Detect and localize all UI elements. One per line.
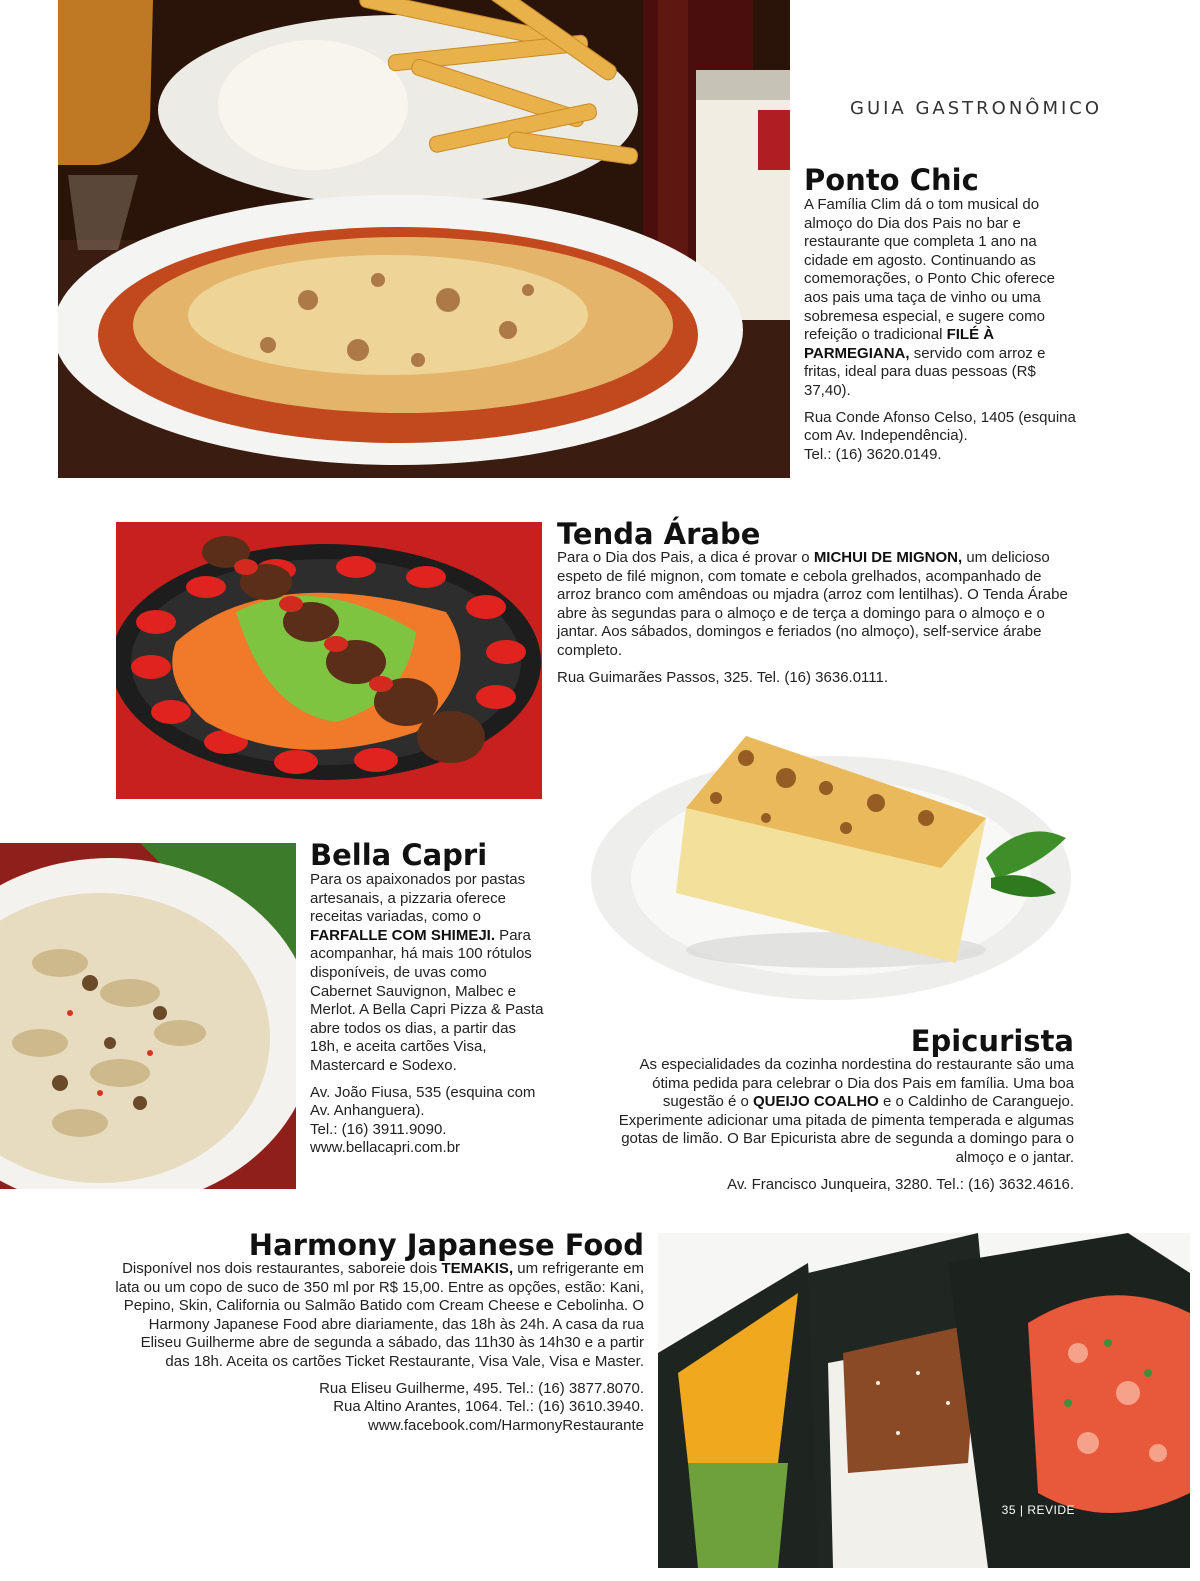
ponto-chic-desc-1: A Família Clim dá o tom musical do almoço do Dia dos Pais no bar e restaurante que completa 1 ano na cidade em agosto. Continuando as comemorações, o Ponto Chic oferece aos pais uma taça de vinho ou uma sobremesa especial, e sugere como refeição o tradicional <box>804 196 1055 344</box>
epicurista-desc-1: As especialidades da cozinha nordestina do restaurante são uma ótima pedida para celebrar o Dia dos Pais em família. Uma boa sugestão é o <box>639 1056 1074 1111</box>
harmony-address-1: Rua Eliseu Guilherme, 495. Tel.: (16) 3877.8070. <box>319 1379 644 1397</box>
epicurista-photo <box>586 718 1076 1008</box>
bella-capri-desc-1: Para os apaixonados por pastas artesanais, a pizzaria oferece receitas variadas, como o <box>310 871 526 926</box>
bella-capri-title: Bella Capri <box>310 838 488 872</box>
magazine-name: REVIDE <box>1027 1503 1075 1517</box>
tenda-arabe-dish: MICHUI DE MIGNON, <box>813 549 963 566</box>
page-footer <box>1002 1503 1075 1517</box>
bella-capri-desc-2: Para acompanhar, há mais 100 rótulos disponíveis, de uvas como Cabernet Sauvignon, Malbec e Merlot. A Bella Capri Pizza & Pasta abre todos os dias, a partir das 18h, e aceita cartões Visa, Mastercard e Sodexo. <box>310 926 544 1074</box>
epicurista-dish: QUEIJO COALHO <box>753 1093 879 1111</box>
tenda-arabe-title: Tenda Árabe <box>557 517 761 551</box>
bella-capri-description <box>310 871 546 1076</box>
ponto-chic-address: Rua Conde Afonso Celso, 1405 (esquina com Av. Independência). <box>804 408 1076 445</box>
harmony-description <box>114 1260 644 1372</box>
tenda-arabe-desc-1: Para o Dia dos Pais, a dica é provar o <box>557 549 814 566</box>
bella-capri-contact <box>310 1084 546 1158</box>
harmony-website[interactable]: www.facebook.com/HarmonyRestaurante <box>368 1416 644 1434</box>
tenda-arabe-desc-2: um delicioso espeto de filé mignon, com tomate e cebola grelhados, acompanhado de arroz branco com amêndoas ou mjadra (arroz com lentilhas). O Tenda Árabe abre às segundas para o almoço e de terça a domingo para o almoço e o jantar. Aos sábados, domingos e feriados (no almoço), self-service árabe completo. <box>557 549 1068 659</box>
ponto-chic-contact <box>804 409 1080 465</box>
ponto-chic-desc-2: servido com arroz e fritas, ideal para duas pessoas (R$ 37,40). <box>804 344 1046 399</box>
bella-capri-address: Av. João Fiusa, 535 (esquina com Av. Anhanguera). <box>310 1083 536 1120</box>
bella-capri-website[interactable]: www.bellacapri.com.br <box>310 1139 461 1157</box>
ponto-chic-dish: FILÉ À PARMEGIANA, <box>804 326 995 362</box>
ponto-chic-description <box>804 196 1080 401</box>
harmony-desc-2: um refrigerante em lata ou um copo de suco de 350 ml por R$ 15,00. Entre as opções, estão: Kani, Pepino, Skin, California ou Salmão Batido com Cream Cheese e Cebolinha. O Harmony Japanese Food abre diariamente, das 18h às 24h. A casa da rua Eliseu Guilherme abre de segunda a sábado, das 11h30 às 14h30 e a partir das 18h. Aceita os cartões Ticket Restaurante, Visa Vale, Visa e Master. <box>115 1260 644 1370</box>
bella-capri-phone: Tel.: (16) 3911.9090. <box>310 1120 447 1138</box>
page-number: 35 <box>1001 1503 1016 1517</box>
tenda-arabe-description <box>557 549 1069 661</box>
harmony-desc-1: Disponível nos dois restaurantes, saboreie dois <box>122 1260 442 1277</box>
epicurista-text <box>602 1056 1074 1202</box>
harmony-photo <box>658 1233 1190 1568</box>
harmony-dish: TEMAKIS, <box>441 1260 514 1277</box>
ponto-chic-text <box>804 196 1080 472</box>
tenda-arabe-address: Rua Guimarães Passos, 325. Tel. (16) 3636.0111. <box>557 668 889 686</box>
ponto-chic-photo <box>58 0 790 478</box>
bella-capri-dish: FARFALLE COM SHIMEJI. <box>310 926 496 944</box>
epicurista-title: Epicurista <box>910 1024 1074 1058</box>
ponto-chic-title: Ponto Chic <box>804 163 979 197</box>
harmony-address-2: Rua Altino Arantes, 1064. Tel.: (16) 3610.3940. <box>333 1398 644 1416</box>
tenda-arabe-photo <box>116 522 542 799</box>
ponto-chic-phone: Tel.: (16) 3620.0149. <box>804 445 942 463</box>
epicurista-address: Av. Francisco Junqueira, 3280. Tel.: (16) 3632.4616. <box>727 1175 1074 1193</box>
harmony-title: Harmony Japanese Food <box>248 1228 644 1262</box>
epicurista-description <box>602 1056 1074 1168</box>
harmony-contact <box>114 1380 644 1436</box>
harmony-text <box>114 1260 644 1443</box>
bella-capri-text <box>310 871 546 1166</box>
epicurista-desc-2: e o Caldinho de Caranguejo. Experimente adicionar uma pitada de pimenta temperada e algumas gotas de limão. O Bar Epicurista abre de segunda a domingo para o almoço e o jantar. <box>618 1093 1074 1166</box>
section-label: GUIA GASTRONÔMICO <box>850 98 1103 119</box>
footer-separator: | <box>1019 1503 1024 1517</box>
bella-capri-photo <box>0 843 296 1189</box>
tenda-arabe-text <box>557 549 1069 695</box>
